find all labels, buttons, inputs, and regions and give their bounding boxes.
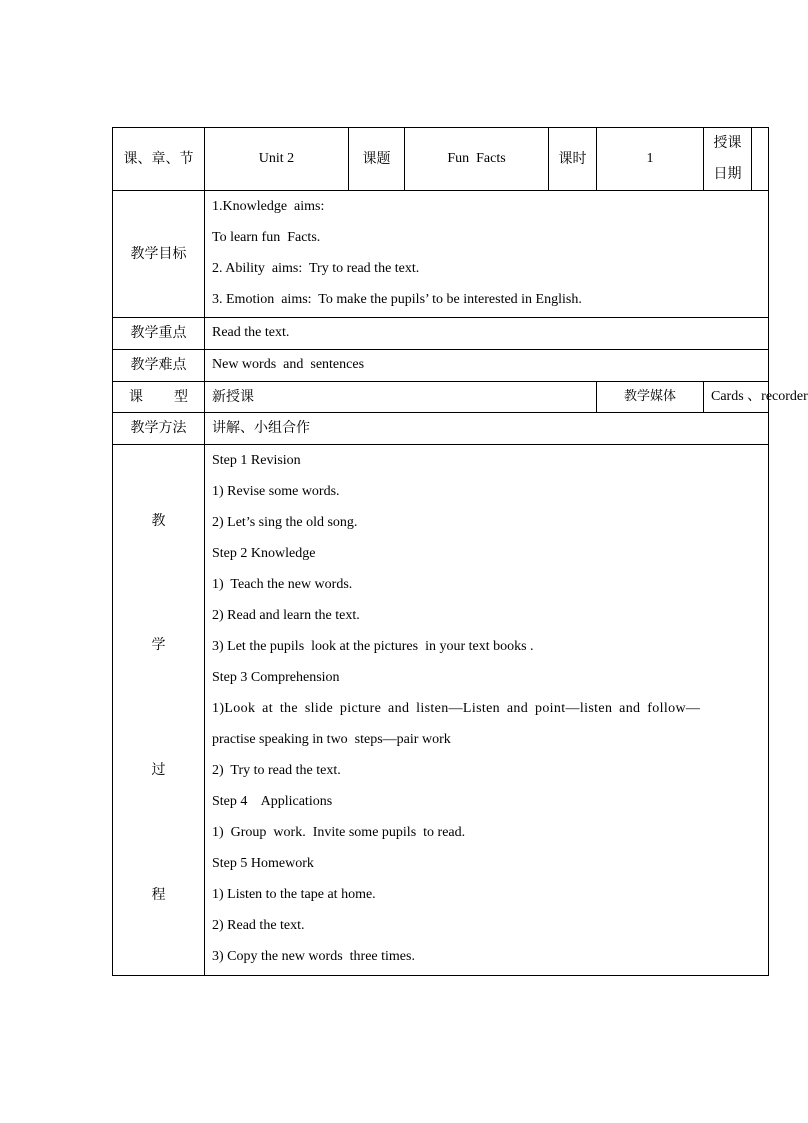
objective-line: 3. Emotion aims: To make the pupils’ to be interested in English.: [212, 292, 582, 307]
process-label: [113, 445, 205, 976]
methods-label: 教学方法: [113, 413, 205, 445]
methods-text: 讲解、小组合作: [205, 413, 769, 445]
process-label-char: 程: [151, 887, 166, 903]
process-line: 1) Teach the new words.: [212, 577, 353, 592]
process-line: Step 5 Homework: [212, 856, 314, 871]
lesson-type-text: 新授课: [205, 382, 597, 413]
section-label: 课、章、节: [113, 128, 205, 191]
lesson-type-label-char2: 型: [174, 388, 188, 405]
topic-label: 课题: [349, 128, 405, 191]
lesson-plan-sheet: [112, 127, 808, 976]
process-line: Step 4 Applications: [212, 794, 333, 809]
process-line: 1) Listen to the tape at home.: [212, 887, 376, 902]
objectives-row: [113, 191, 769, 318]
process-label-char: 学: [151, 637, 166, 653]
process-line: 2) Read the text.: [212, 918, 305, 933]
topic-value: Fun Facts: [405, 128, 549, 191]
media-text: Cards 、recorder: [704, 382, 769, 413]
process-row: [113, 445, 769, 976]
date-value: [752, 128, 769, 191]
process-content: [205, 445, 769, 976]
process-line: 2) Try to read the text.: [212, 763, 341, 778]
objective-line: 1.Knowledge aims:: [212, 199, 325, 214]
media-label: 教学媒体: [597, 382, 704, 413]
header-row: [113, 128, 769, 191]
difficulties-text: New words and sentences: [205, 350, 769, 382]
objective-line: 2. Ability aims: Try to read the text.: [212, 261, 420, 276]
key-points-text: Read the text.: [205, 318, 769, 350]
lesson-type-row: [113, 382, 769, 413]
methods-row: [113, 413, 769, 445]
process-line: Step 3 Comprehension: [212, 670, 340, 685]
unit-value: Unit 2: [205, 128, 349, 191]
process-line: practise speaking in two steps—pair work: [212, 732, 451, 747]
process-line: 1) Revise some words.: [212, 484, 340, 499]
difficulties-label: 教学难点: [113, 350, 205, 382]
process-line: Step 1 Revision: [212, 453, 301, 468]
objectives-label: 教学目标: [113, 191, 205, 318]
key-points-label: 教学重点: [113, 318, 205, 350]
period-label: 课时: [549, 128, 597, 191]
period-value: 1: [597, 128, 704, 191]
process-line: 3) Copy the new words three times.: [212, 949, 415, 964]
lesson-type-label: [113, 382, 205, 413]
process-line: 1) Group work. Invite some pupils to read.: [212, 825, 466, 840]
process-line: 2) Read and learn the text.: [212, 608, 360, 623]
date-label: [704, 128, 752, 191]
process-line: 2) Let’s sing the old song.: [212, 515, 358, 530]
key-points-row: [113, 318, 769, 350]
date-label-line2: 日期: [713, 166, 742, 182]
lesson-type-label-char1: 课: [129, 388, 143, 405]
objectives-content: [205, 191, 769, 318]
difficulties-row: [113, 350, 769, 382]
process-label-char: 过: [151, 762, 166, 778]
lesson-plan-table: [112, 127, 808, 976]
process-line: 1)Look at the slide picture and listen—Listen and point—listen and follow—: [212, 701, 701, 716]
process-label-char: 教: [151, 513, 166, 529]
process-line: Step 2 Knowledge: [212, 546, 316, 561]
process-line: 3) Let the pupils look at the pictures in your text books .: [212, 639, 534, 654]
date-label-line1: 授课: [713, 135, 742, 151]
objective-line: To learn fun Facts.: [212, 230, 321, 245]
